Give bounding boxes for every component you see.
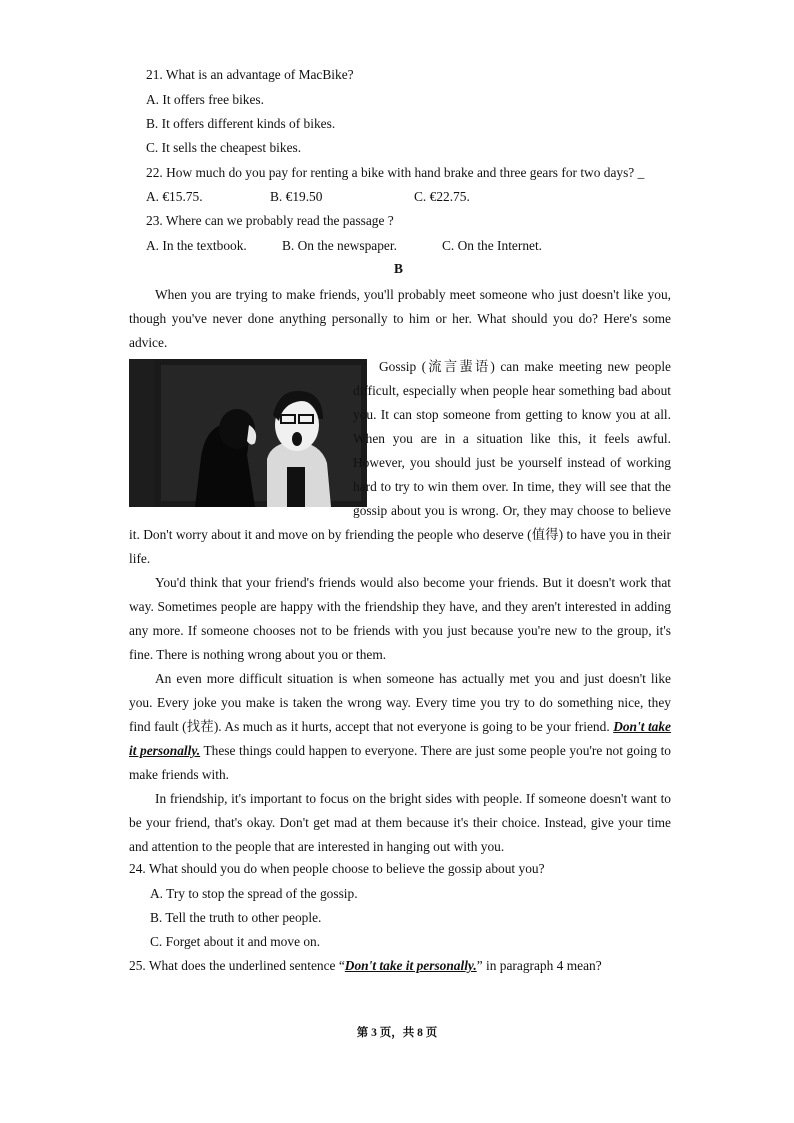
q22-stem: 22. How much do you pay for renting a bike with hand brake and three gears for two days? _ [146,165,645,180]
q21-option-a: A. It offers free bikes. [146,92,264,107]
q24-stem: 24. What should you do when people choose to believe the gossip about you? [129,861,545,876]
q25-underlined-quote: Don't take it personally. [344,958,477,973]
page-footer: 第 3 页，共 8 页 [356,1027,438,1039]
q22-option-a: A. €15.75. [146,189,203,204]
q25-stem [129,957,602,975]
whispering-people-icon [155,359,367,507]
q24-option-b: B. Tell the truth to other people. [150,910,322,925]
q22-option-b: B. €19.50 [270,189,323,204]
section-heading: B [394,261,403,276]
gossip-illustration [129,359,341,507]
q25-stem-post: ” in paragraph 4 mean? [476,958,602,973]
underlined-sentence: Don't take it personally. [129,719,672,758]
paragraph-1: When you are trying to make friends, you'll probably meet someone who just doesn't like you, though you've never done anything personally to him or her. What should you do? Here's some advice. [129,287,671,350]
paragraph-4-text-b: These things could happen to everyone. There are just some people you're not going to make friends with. [129,743,672,782]
q21-stem: 21. What is an advantage of MacBike? [146,67,354,82]
paragraph-2-text: Gossip (流言蜚语) can make meeting new people difficult, especially when people hear something bad about you. It can stop someone from getting to know you at all. When you are in a situation like this, it feels awful. However, you should just be yourself instead of working hard to try to win them over. In time, they will see that the gossip about you is wrong. Or, they may choose to believe it. Don't worry about it and move on by friending the people who deserve (值得) to have you in their life. [129,359,671,566]
paragraph-2 [129,355,671,571]
q23-stem: 23. Where can we probably read the passage ? [146,213,394,228]
q24-option-c: C. Forget about it and move on. [150,934,321,949]
q23-options [146,237,542,255]
paragraph-3: You'd think that your friend's friends would also become your friends. But it doesn't work that way. Sometimes people are happy with the friendship they have, and they aren't interested in adding any more. If someone chooses not to be friends with you just because you're new to the group, it's fine. There is nothing wrong about you or them. [129,575,671,662]
paragraph-4-text-a: An even more difficult situation is when someone has actually met you and just doesn't like you. Every joke you make is taken the wrong way. Every time you try to do something nice, they find fault (找茬). As much as it hurts, accept that not everyone is going to be your friend. [129,671,671,734]
q23-option-a: A. In the textbook. [146,238,247,253]
q23-option-b: B. On the newspaper. [282,238,397,253]
reading-passage [129,283,671,859]
q21-option-c: C. It sells the cheapest bikes. [146,140,302,155]
q21-option-b: B. It offers different kinds of bikes. [146,116,336,131]
q23-option-c: C. On the Internet. [442,238,543,253]
q25-stem-pre: 25. What does the underlined sentence “ [129,958,345,973]
paragraph-4 [129,667,671,787]
q22-options [146,188,470,206]
paragraph-5: In friendship, it's important to focus on the bright sides with people. If someone doesn't want to be your friend, that's okay. Don't get mad at them because it's their choice. Instead, give your time and attention to the people that are interested in hanging out with you. [129,791,671,854]
q24-option-a: A. Try to stop the spread of the gossip. [150,886,358,901]
q22-option-c: C. €22.75. [414,189,470,204]
